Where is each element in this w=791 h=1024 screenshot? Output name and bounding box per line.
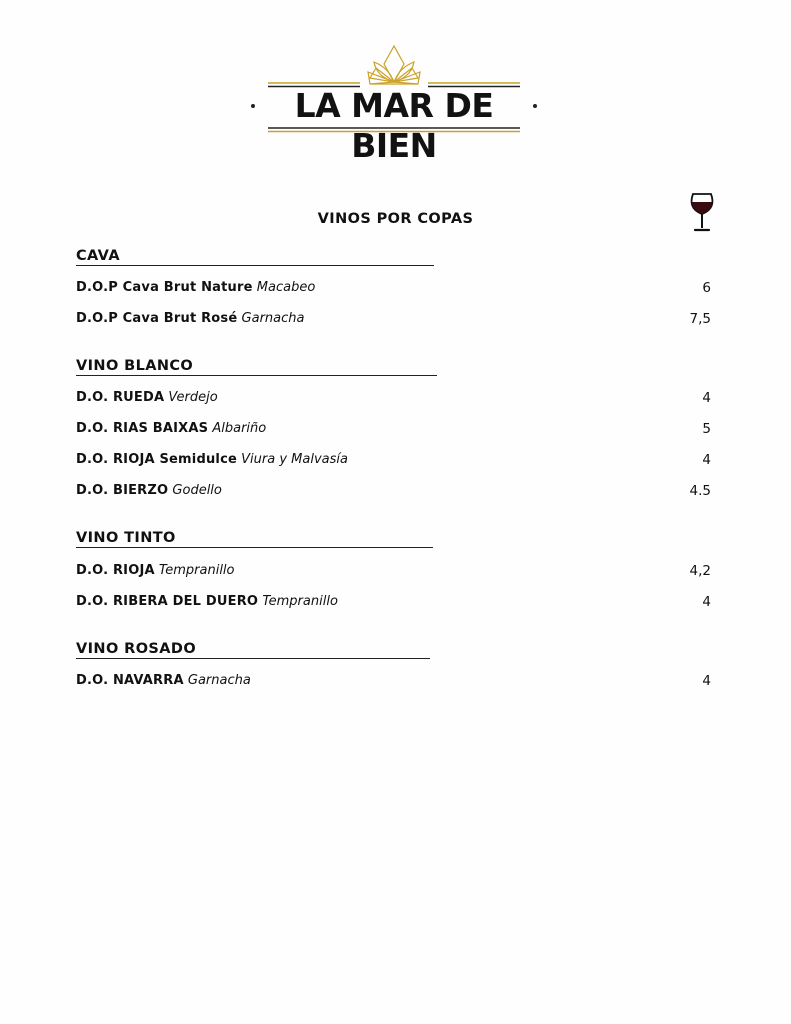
item-price: 4 <box>702 673 711 689</box>
item-grape: Tempranillo <box>158 563 235 578</box>
item-price: 6 <box>702 280 711 296</box>
page-title: VINOS POR COPAS <box>317 211 474 227</box>
item-grape: Garnacha <box>187 673 251 688</box>
item-price: 4,2 <box>689 563 711 579</box>
item-grape: Viura y Malvasía <box>241 452 348 467</box>
menu-item <box>76 451 716 469</box>
item-grape: Godello <box>172 483 222 498</box>
item-grape: Albariño <box>212 421 267 436</box>
item-price: 7,5 <box>689 311 711 327</box>
item-grape: Tempranillo <box>262 594 338 609</box>
menu-item <box>76 420 716 438</box>
menu-item <box>76 672 716 690</box>
item-name: D.O. RUEDA <box>76 390 165 405</box>
menu-item <box>76 279 716 297</box>
item-name: D.O. RIBERA DEL DUERO <box>76 594 259 609</box>
section-vino-rosado <box>76 640 716 700</box>
item-price: 5 <box>702 421 711 437</box>
item-name: D.O.P Cava Brut Nature <box>76 280 253 295</box>
menu-item <box>76 593 716 611</box>
item-grape: Garnacha <box>241 311 305 326</box>
item-name: D.O. NAVARRA <box>76 673 184 688</box>
section-title: VINO TINTO <box>76 529 433 548</box>
menu-item <box>76 562 716 580</box>
menu-item <box>76 482 716 500</box>
item-name: D.O.P Cava Brut Rosé <box>76 311 238 326</box>
item-name: D.O. RIOJA <box>76 563 155 578</box>
item-price: 4 <box>702 594 711 610</box>
section-vino-tinto <box>76 529 716 619</box>
section-title: VINO ROSADO <box>76 640 430 659</box>
menu-item <box>76 389 716 407</box>
item-name: D.O. BIERZO <box>76 483 169 498</box>
item-name: D.O. RIAS BAIXAS <box>76 421 209 436</box>
item-grape: Macabeo <box>256 280 316 295</box>
section-title: CAVA <box>76 247 434 266</box>
brand-name: LA MAR DE BIEN <box>294 86 494 165</box>
section-vino-blanco <box>76 357 716 507</box>
menu-item <box>76 310 716 328</box>
item-grape: Verdejo <box>168 390 218 405</box>
section-title: VINO BLANCO <box>76 357 437 376</box>
wine-glass-icon <box>689 192 715 236</box>
item-price: 4.5 <box>689 483 711 499</box>
section-cava <box>76 247 716 337</box>
item-price: 4 <box>702 390 711 406</box>
item-name: D.O. RIOJA Semidulce <box>76 452 238 467</box>
item-price: 4 <box>702 452 711 468</box>
